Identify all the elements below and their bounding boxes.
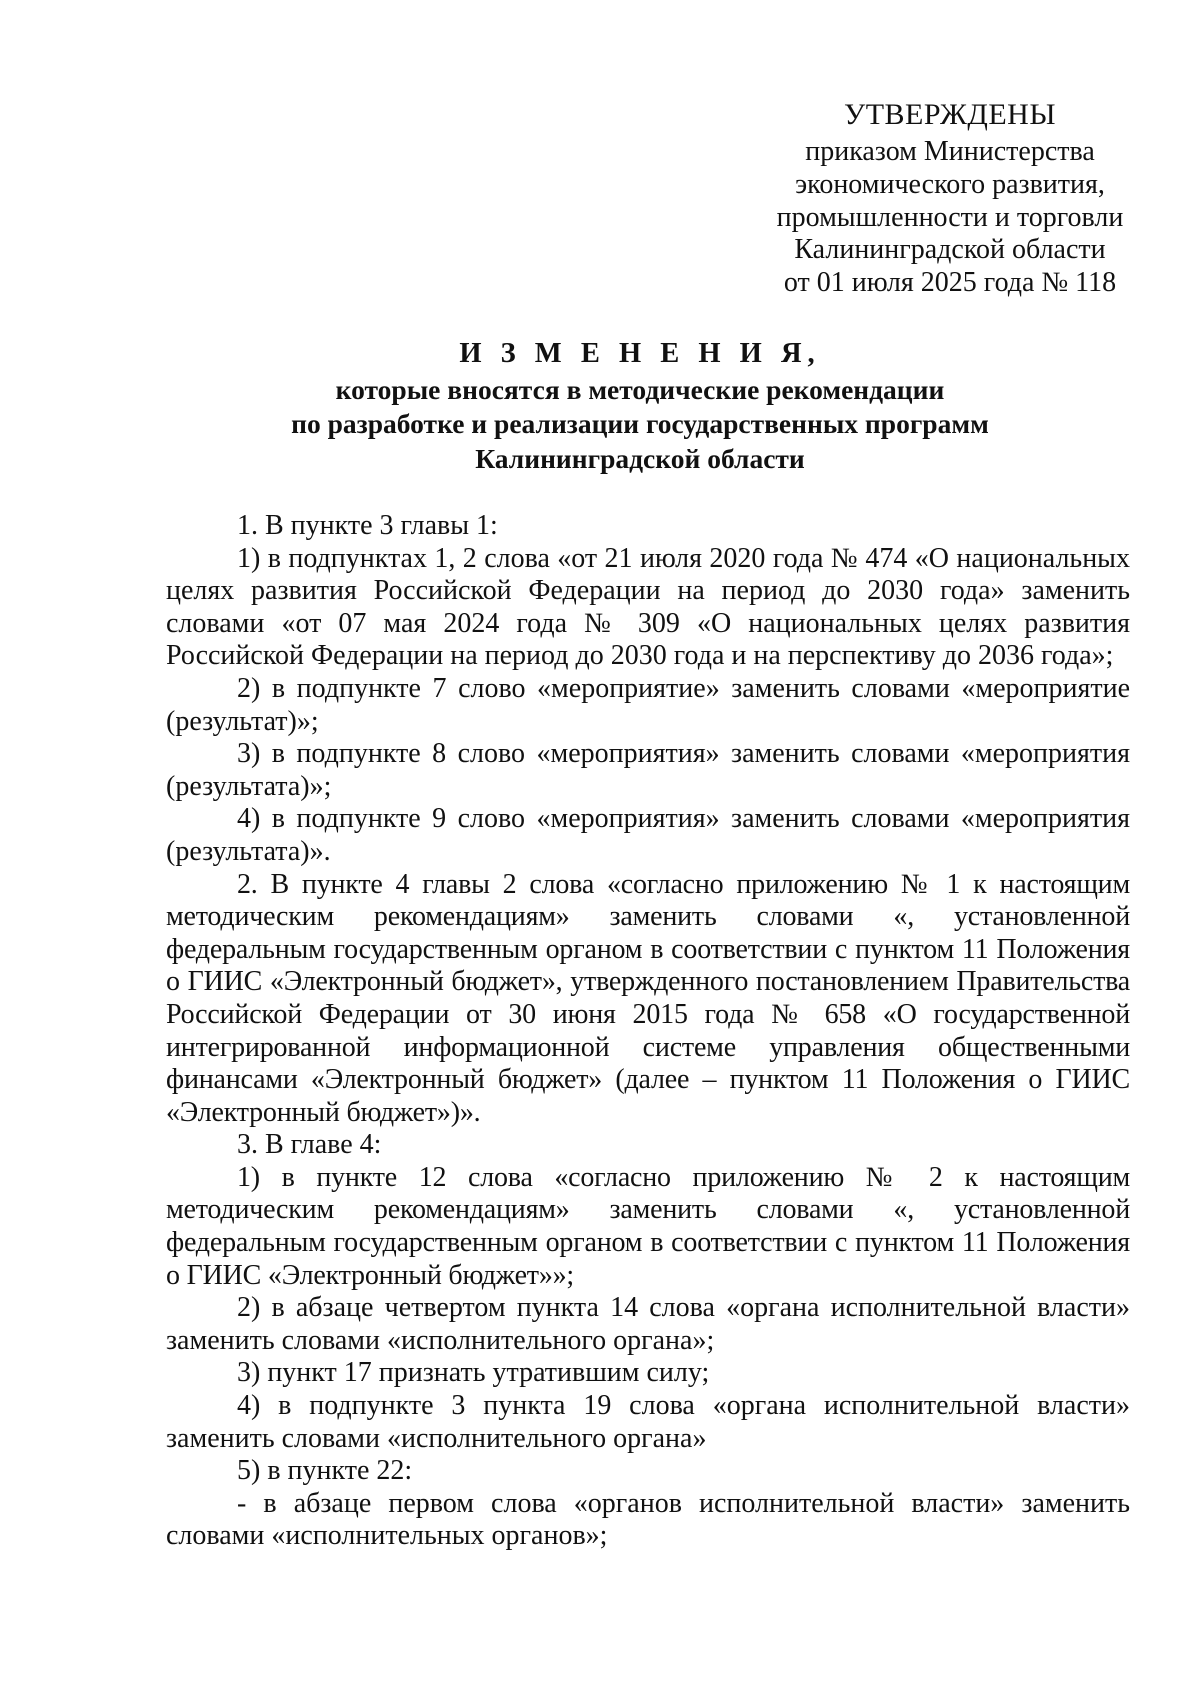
title-line: по разработке и реализации государственных программ [291,408,989,439]
title-line: которые вносятся в методические рекомендации [335,373,945,405]
approval-line: Калининградской области [794,234,1106,266]
title-heading: И З М Е Н Е Н И Я, [459,338,821,369]
paragraph: 3) в подпункте 8 слово «мероприятия» заменить словами «мероприятия (результата)»; [166,738,1130,802]
paragraph: 1) в подпунктах 1, 2 слова «от 21 июля 2020 года № 474 «О национальных целях развития Российской Федерации на период до 2030 года» заменить словами «от 07 мая 2024 года № 309 «О национальных целях развития Российской Федерации на период до 2030 года и на перспективу до 2036 года»; [166,542,1130,672]
document-body [166,510,1130,1553]
paragraph: 1. В пункте 3 главы 1: [237,510,498,541]
approval-heading: УТВЕРЖДЕНЫ [843,98,1057,131]
paragraph: 3. В главе 4: [237,1129,382,1161]
title-line: Калининградской области [475,442,805,474]
paragraph: 5) в пункте 22: [237,1455,413,1487]
paragraph: 4) в подпункте 3 пункта 19 слова «органа исполнительной власти» заменить словами «исполнительного органа» [166,1390,1130,1454]
approval-line: от 01 июля 2025 года № 118 [783,267,1117,299]
approval-line: промышленности и торговли [776,201,1124,233]
paragraph: 4) в подпункте 9 слово «мероприятия» заменить словами «мероприятия (результата)». [166,803,1130,867]
approval-line: приказом Министерства [805,136,1095,167]
approval-stamp [760,96,1140,300]
paragraph: 1) в пункте 12 слова «согласно приложению № 2 к настоящим методическим рекомендациям» заменить словами «, установленной федеральным государственным органом в соответствии с пунктом 11 Положения о ГИИС «Электронный бюджет»»; [166,1161,1130,1291]
document-title [160,337,1120,476]
paragraph: - в абзаце первом слова «органов исполнительной власти» заменить словами «исполнительных органов»; [166,1487,1130,1552]
paragraph: 3) пункт 17 признать утратившим силу; [237,1357,710,1389]
paragraph: 2) в подпункте 7 слово «мероприятие» заменить словами «мероприятие (результат)»; [166,672,1130,737]
paragraph: 2. В пункте 4 главы 2 слова «согласно приложению № 1 к настоящим методическим рекомендациям» заменить словами «, установленной федеральным государственным органом в соответствии с пунктом 11 Положения о ГИИС «Электронный бюджет», утвержденного постановлением Правительства Российской Федерации от 30 июня 2015 года № 658 «О государственной интегрированной информационной системе управления общественными финансами «Электронный бюджет» (далее – пунктом 11 Положения о ГИИС «Электронный бюджет»)». [166,868,1130,1128]
paragraph: 2) в абзаце четвертом пункта 14 слова «органа исполнительной власти» заменить словами «исполнительного органа»; [166,1292,1130,1356]
approval-line: экономического развития, [795,168,1105,200]
